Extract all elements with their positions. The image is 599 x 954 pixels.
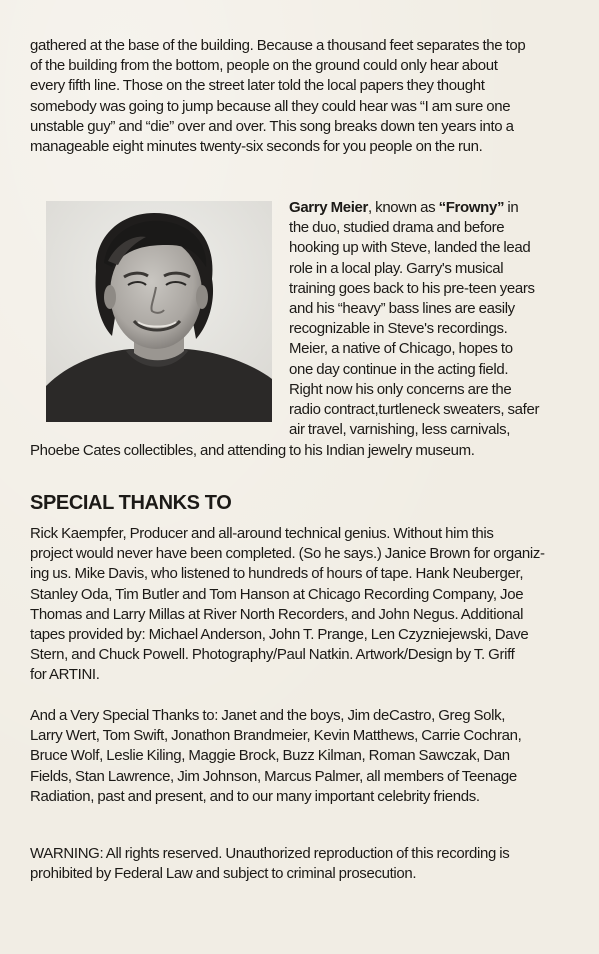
special-thanks-paragraph [30, 524, 560, 686]
bio-line: air travel, varnishing, less carnivals, [289, 421, 511, 439]
warning-line: prohibited by Federal Law and subject to criminal prosecution. [30, 865, 417, 883]
thanks-line: project would never have been completed. (So he says.) Janice Brown for organiz- [30, 545, 545, 563]
bio-after-nickname: in [504, 199, 519, 216]
bio-known-as: , known as [368, 199, 439, 216]
bio-paragraph [289, 198, 559, 440]
special-thanks-heading: SPECIAL THANKS TO [30, 492, 232, 514]
bio-nickname: “Frowny” [438, 199, 505, 216]
thanks-line: tapes provided by: Michael Anderson, John T. Prange, Len Czyzniejewski, Dave [30, 626, 529, 644]
very-special-line: Fields, Stan Lawrence, Jim Johnson, Marcus Palmer, all members of Teenage [30, 767, 517, 785]
bio-line: role in a local play. Garry's musical [289, 259, 504, 277]
thanks-line: Stanley Oda, Tim Butler and Tom Hanson at Chicago Recording Company, Joe [30, 585, 524, 603]
intro-line: unstable guy” and “die” over and over. This song breaks down ten years into a [30, 117, 514, 135]
portrait-photo [46, 201, 272, 422]
bio-line: Meier, a native of Chicago, hopes to [289, 340, 513, 358]
bio-line: the duo, studied drama and before [289, 219, 505, 237]
warning-notice [30, 844, 560, 884]
bio-line: training goes back to his pre-teen years [289, 279, 535, 297]
intro-line: every fifth line. Those on the street later told the local papers they thought [30, 77, 485, 95]
bio-name: Garry Meier [289, 199, 369, 216]
bio-line: radio contract,turtleneck sweaters, safer [289, 401, 540, 419]
thanks-line: Rick Kaempfer, Producer and all-around technical genius. Without him this [30, 525, 494, 542]
thanks-line: ing us. Mike Davis, who listened to hundreds of hours of tape. Hank Neuberger, [30, 565, 524, 583]
very-special-thanks-paragraph [30, 706, 560, 807]
bio-first-line [289, 198, 559, 218]
very-special-line: Bruce Wolf, Leslie Kiling, Maggie Brock, Buzz Kilman, Roman Sawczak, Dan [30, 747, 510, 765]
portrait-illustration [46, 201, 272, 422]
intro-paragraph [30, 36, 560, 157]
bio-line: one day continue in the acting field. [289, 360, 509, 378]
bio-line: and his “heavy” bass lines are easily [289, 300, 515, 318]
thanks-line: Stern, and Chuck Powell. Photography/Paul Natkin. Artwork/Design by T. Griff [30, 646, 515, 664]
intro-line: gathered at the base of the building. Because a thousand feet separates the top [30, 37, 526, 54]
bio-tail-line: Phoebe Cates collectibles, and attending to his Indian jewelry museum. [30, 442, 475, 459]
bio-line: hooking up with Steve, landed the lead [289, 239, 531, 257]
very-special-line: Radiation, past and present, and to our many important celebrity friends. [30, 787, 480, 805]
intro-line: of the building from the bottom, people on the ground could only hear about [30, 57, 498, 75]
bio-line: recognizable in Steve's recordings. [289, 320, 508, 338]
bio-line: Right now his only concerns are the [289, 380, 512, 398]
warning-line: WARNING: All rights reserved. Unauthorized reproduction of this recording is [30, 845, 510, 862]
very-special-line: And a Very Special Thanks to: Janet and the boys, Jim deCastro, Greg Solk, [30, 707, 506, 724]
very-special-line: Larry Wert, Tom Swift, Jonathon Brandmeier, Kevin Matthews, Carrie Cochran, [30, 727, 522, 745]
thanks-line: Thomas and Larry Millas at River North Recorders, and John Negus. Additional [30, 605, 524, 623]
intro-line: manageable eight minutes twenty-six seconds for you people on the run. [30, 138, 483, 156]
intro-line: somebody was going to jump because all they could hear was “I am sure one [30, 97, 511, 115]
thanks-line: for ARTINI. [30, 666, 100, 684]
